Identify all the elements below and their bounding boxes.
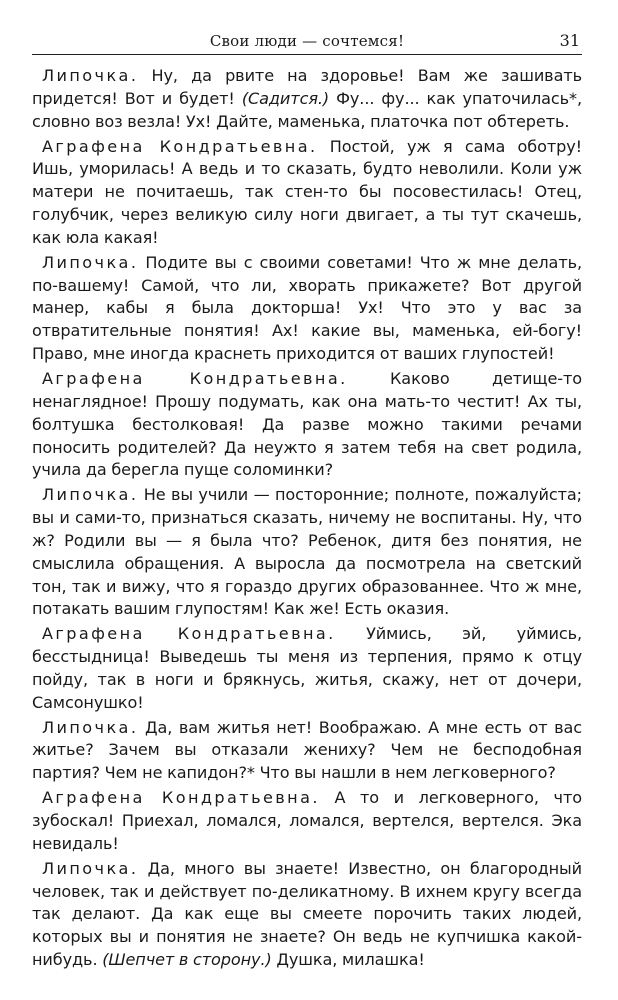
dialogue-paragraph <box>32 484 582 621</box>
speaker-name: Липочка. <box>42 252 139 272</box>
dialogue-paragraph <box>32 787 582 856</box>
running-header <box>32 28 582 55</box>
dialogue-text: Ну, да рвите на здоровье! Вам же зашивать придется! Вот и будет! <box>32 66 582 108</box>
speaker-name: Липочка. <box>42 858 139 878</box>
play-text <box>32 65 582 972</box>
dialogue-text: Душка, милашка! <box>271 950 425 970</box>
page-number: 31 <box>559 31 580 50</box>
speaker-name: Липочка. <box>42 485 139 505</box>
dialogue-text: Да, вам житья нет! Воображаю. А мне есть от вас житье? Зачем вы отказали жениху? Чем не бесподобная партия? Чем не капидон?* Что вы нашли в нем легковерного? <box>32 717 582 783</box>
speaker-name: Аграфена Кондратьевна. <box>42 624 336 644</box>
dialogue-paragraph <box>32 717 582 786</box>
speaker-name: Аграфена Кондратьевна. <box>42 136 318 156</box>
dialogue-text: А то и легковерного, что зубоскал! Приехал, ломался, ломался, вертелся, вертелся. Эка невидаль! <box>32 788 582 853</box>
dialogue-text: Постой, уж я сама оботру! Ишь, уморилась! А ведь и то сказать, будто неволили. Коли уж матери не почитаешь, так стен-то бы посовестилась! Отец, голубчик, через великую силу ноги двигает, а ты тут скачешь, как юла какая! <box>32 136 582 247</box>
stage-direction: (Шепчет в сторону.) <box>102 950 272 970</box>
book-page <box>32 28 582 974</box>
dialogue-paragraph <box>32 858 582 972</box>
dialogue-paragraph <box>32 136 582 250</box>
speaker-name: Аграфена Кондратьевна. <box>42 368 348 388</box>
running-title: Свои люди — сочтемся! <box>209 32 405 50</box>
speaker-name: Липочка. <box>42 66 139 85</box>
dialogue-paragraph <box>32 368 582 482</box>
stage-direction: (Садится.) <box>241 88 330 108</box>
dialogue-text: Не вы учили — посторонние; полноте, пожалуйста; вы и сами-то, признаться сказать, ничему не воспитаны. Ну, что ж? Родили вы — я была что? Ребенок, дитя без понятия, не смыслила обращения. А выросла да посмотрела на светский тон, так и вижу, что я гораздо других образованнее. Что ж мне, потакать вашим глупостям! Как же! Есть оказия. <box>32 485 582 619</box>
dialogue-text: Подите вы с своими советами! Что ж мне делать, по-вашему! Самой, что ли, хворать прикажете? Вот другой манер, кабы я была докторша! Ух! Что это у вас за отвратительные понятия! Ах! какие вы, маменька, ей-богу! Право, мне иногда краснеть приходится от ваших глупостей! <box>32 252 582 364</box>
speaker-name: Аграфена Кондратьевна. <box>42 788 320 808</box>
dialogue-paragraph <box>32 65 582 134</box>
dialogue-text: Фу... фу... как упаточилась*, словно воз везла! Ух! Дайте, маменька, платочка пот обтереть. <box>32 88 583 131</box>
dialogue-paragraph <box>32 623 582 714</box>
speaker-name: Липочка. <box>42 717 139 737</box>
dialogue-text: Каково детище-то ненаглядное! Прошу подумать, как она мать-то честит! Ах ты, болтушка бестолковая! Да разве можно такими речами поносить родителей? Да неужто я затем тебя на свет родила, учила да берегла пуще соломинки? <box>32 368 582 480</box>
dialogue-text: Да, много вы знаете! Известно, он благородный человек, так и действует по-деликатному. В ихнем кругу всегда так делают. Да как еще вы смеете порочить таких людей, которых вы и понятия не знаете? Он ведь не купчишка какой-нибудь. <box>32 858 582 970</box>
dialogue-text: Уймись, эй, уймись, бесстыдница! Выведешь ты меня из терпения, прямо к отцу пойду, так в ноги и брякнусь, житья, скажу, нет от дочери, Самсонушко! <box>32 624 582 712</box>
dialogue-paragraph <box>32 252 582 366</box>
